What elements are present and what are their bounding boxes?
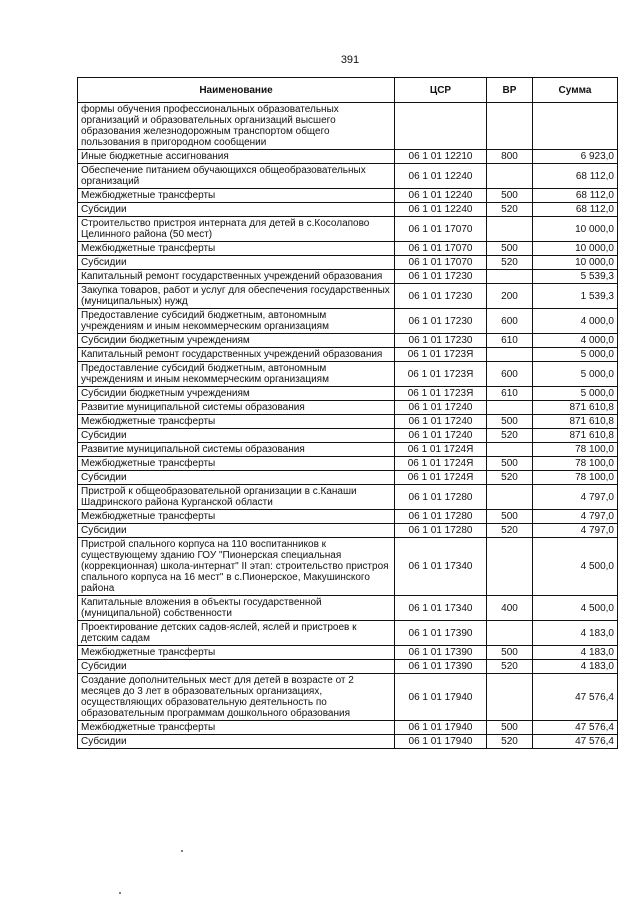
row-csr-cell: 06 1 01 17340 xyxy=(395,538,487,596)
row-vr-cell: 610 xyxy=(487,334,533,348)
row-csr-cell: 06 1 01 17940 xyxy=(395,735,487,749)
row-csr-cell: 06 1 01 17240 xyxy=(395,401,487,415)
row-csr-cell: 06 1 01 12240 xyxy=(395,164,487,189)
row-sum-cell: 68 112,0 xyxy=(533,164,618,189)
row-sum-cell: 5 000,0 xyxy=(533,362,618,387)
row-vr-cell xyxy=(487,443,533,457)
row-name-cell: Создание дополнительных мест для детей в возрасте от 2 месяцев до 3 лет в образовательных организациях, осуществляющих образовательную деятельность по образовательным программам дошкольного образования xyxy=(78,674,395,721)
row-sum-cell: 68 112,0 xyxy=(533,189,618,203)
header-sum: Сумма xyxy=(533,78,618,103)
row-sum-cell xyxy=(533,103,618,150)
row-vr-cell: 610 xyxy=(487,387,533,401)
table-body xyxy=(78,103,618,749)
row-vr-cell xyxy=(487,674,533,721)
row-name-cell: Развитие муниципальной системы образования xyxy=(78,443,395,457)
row-name-cell: Проектирование детских садов-яслей, яслей и пристроев к детским садам xyxy=(78,621,395,646)
row-sum-cell: 4 000,0 xyxy=(533,334,618,348)
row-vr-cell xyxy=(487,270,533,284)
row-sum-cell: 5 000,0 xyxy=(533,348,618,362)
row-vr-cell: 520 xyxy=(487,660,533,674)
table-row xyxy=(78,242,618,256)
row-csr-cell: 06 1 01 17340 xyxy=(395,596,487,621)
table-row xyxy=(78,309,618,334)
row-csr-cell: 06 1 01 17390 xyxy=(395,621,487,646)
table-row xyxy=(78,735,618,749)
row-name-cell: Предоставление субсидий бюджетным, автономным учреждениям и иным некоммерческим организациям xyxy=(78,309,395,334)
row-vr-cell xyxy=(487,538,533,596)
table-row xyxy=(78,334,618,348)
row-vr-cell: 600 xyxy=(487,309,533,334)
row-sum-cell: 78 100,0 xyxy=(533,457,618,471)
table-row xyxy=(78,270,618,284)
row-csr-cell: 06 1 01 17070 xyxy=(395,217,487,242)
row-name-cell: Субсидии бюджетным учреждениям xyxy=(78,334,395,348)
row-name-cell: Строительство пристроя интерната для детей в с.Косолапово Целинного района (50 мест) xyxy=(78,217,395,242)
row-csr-cell: 06 1 01 12240 xyxy=(395,203,487,217)
table-row xyxy=(78,443,618,457)
header-csr: ЦСР xyxy=(395,78,487,103)
row-csr-cell: 06 1 01 17230 xyxy=(395,309,487,334)
row-sum-cell: 47 576,4 xyxy=(533,721,618,735)
table-row xyxy=(78,362,618,387)
row-csr-cell: 06 1 01 17280 xyxy=(395,524,487,538)
row-sum-cell: 78 100,0 xyxy=(533,471,618,485)
row-vr-cell: 500 xyxy=(487,242,533,256)
row-csr-cell: 06 1 01 17070 xyxy=(395,256,487,270)
row-csr-cell: 06 1 01 17390 xyxy=(395,646,487,660)
table-row xyxy=(78,646,618,660)
table-row xyxy=(78,164,618,189)
header-name: Наименование xyxy=(78,78,395,103)
table-row xyxy=(78,524,618,538)
row-sum-cell: 4 183,0 xyxy=(533,646,618,660)
row-sum-cell: 47 576,4 xyxy=(533,735,618,749)
table-row xyxy=(78,203,618,217)
row-sum-cell: 4 183,0 xyxy=(533,621,618,646)
row-vr-cell: 500 xyxy=(487,510,533,524)
row-name-cell: Субсидии xyxy=(78,660,395,674)
row-csr-cell: 06 1 01 17240 xyxy=(395,415,487,429)
row-csr-cell: 06 1 01 17280 xyxy=(395,510,487,524)
table-row xyxy=(78,429,618,443)
row-name-cell: Закупка товаров, работ и услуг для обеспечения государственных (муниципальных) нужд xyxy=(78,284,395,309)
row-csr-cell: 06 1 01 17940 xyxy=(395,674,487,721)
table-row xyxy=(78,415,618,429)
table-row xyxy=(78,660,618,674)
table-row xyxy=(78,284,618,309)
row-vr-cell xyxy=(487,103,533,150)
row-name-cell: Развитие муниципальной системы образования xyxy=(78,401,395,415)
row-csr-cell: 06 1 01 1723Я xyxy=(395,362,487,387)
row-name-cell: Субсидии xyxy=(78,429,395,443)
row-name-cell: Предоставление субсидий бюджетным, автономным учреждениям и иным некоммерческим организациям xyxy=(78,362,395,387)
table-row xyxy=(78,189,618,203)
row-csr-cell: 06 1 01 17230 xyxy=(395,284,487,309)
row-sum-cell: 871 610,8 xyxy=(533,401,618,415)
header-vr: ВР xyxy=(487,78,533,103)
row-csr-cell: 06 1 01 17240 xyxy=(395,429,487,443)
row-csr-cell: 06 1 01 17070 xyxy=(395,242,487,256)
row-vr-cell: 520 xyxy=(487,735,533,749)
page-number: 391 xyxy=(340,54,360,66)
table-row xyxy=(78,401,618,415)
row-name-cell: Пристрой к общеобразовательной организации в с.Канаши Шадринского района Курганской области xyxy=(78,485,395,510)
row-sum-cell: 4 500,0 xyxy=(533,596,618,621)
row-vr-cell xyxy=(487,621,533,646)
row-name-cell: Межбюджетные трансферты xyxy=(78,646,395,660)
row-sum-cell: 10 000,0 xyxy=(533,217,618,242)
row-csr-cell: 06 1 01 17390 xyxy=(395,660,487,674)
row-vr-cell: 600 xyxy=(487,362,533,387)
row-csr-cell: 06 1 01 17230 xyxy=(395,334,487,348)
row-vr-cell: 200 xyxy=(487,284,533,309)
table-row xyxy=(78,387,618,401)
row-vr-cell: 500 xyxy=(487,721,533,735)
row-sum-cell: 4 183,0 xyxy=(533,660,618,674)
row-vr-cell: 500 xyxy=(487,189,533,203)
row-name-cell: Межбюджетные трансферты xyxy=(78,415,395,429)
row-sum-cell: 10 000,0 xyxy=(533,256,618,270)
row-vr-cell: 500 xyxy=(487,646,533,660)
row-csr-cell: 06 1 01 1723Я xyxy=(395,387,487,401)
row-name-cell: формы обучения профессиональных образовательных организаций и образовательных организаций высшего образования железнодорожным транспортом общего пользования в пригородном сообщении xyxy=(78,103,395,150)
row-vr-cell xyxy=(487,401,533,415)
budget-table xyxy=(77,77,618,749)
row-csr-cell: 06 1 01 12210 xyxy=(395,150,487,164)
row-vr-cell: 520 xyxy=(487,471,533,485)
row-sum-cell: 4 797,0 xyxy=(533,524,618,538)
row-vr-cell: 520 xyxy=(487,524,533,538)
row-vr-cell xyxy=(487,164,533,189)
row-vr-cell: 520 xyxy=(487,429,533,443)
table-row xyxy=(78,621,618,646)
row-sum-cell: 871 610,8 xyxy=(533,429,618,443)
row-sum-cell: 4 000,0 xyxy=(533,309,618,334)
scan-speck xyxy=(181,850,183,852)
table-row xyxy=(78,217,618,242)
row-name-cell: Пристрой спального корпуса на 110 воспитанников к существующему зданию ГОУ "Пионерская специальная (коррекционная) школа-интернат" II этап: строительство пристроя спального корпуса на 16 мест" в с.Пионерское, Макушинского района xyxy=(78,538,395,596)
row-sum-cell: 1 539,3 xyxy=(533,284,618,309)
row-csr-cell: 06 1 01 17230 xyxy=(395,270,487,284)
row-csr-cell: 06 1 01 17280 xyxy=(395,485,487,510)
row-name-cell: Капитальный ремонт государственных учреждений образования xyxy=(78,348,395,362)
row-name-cell: Субсидии xyxy=(78,203,395,217)
row-csr-cell: 06 1 01 1723Я xyxy=(395,348,487,362)
scan-speck xyxy=(119,892,121,894)
table-row xyxy=(78,674,618,721)
table-row xyxy=(78,485,618,510)
row-csr-cell: 06 1 01 17940 xyxy=(395,721,487,735)
table-row xyxy=(78,510,618,524)
table-row xyxy=(78,150,618,164)
row-vr-cell xyxy=(487,485,533,510)
row-csr-cell: 06 1 01 1724Я xyxy=(395,443,487,457)
row-csr-cell: 06 1 01 1724Я xyxy=(395,457,487,471)
row-name-cell: Капитальный ремонт государственных учреждений образования xyxy=(78,270,395,284)
table-row xyxy=(78,103,618,150)
table-row xyxy=(78,457,618,471)
row-csr-cell: 06 1 01 12240 xyxy=(395,189,487,203)
table-row xyxy=(78,721,618,735)
row-name-cell: Субсидии xyxy=(78,471,395,485)
row-sum-cell: 4 500,0 xyxy=(533,538,618,596)
row-name-cell: Субсидии xyxy=(78,524,395,538)
row-vr-cell xyxy=(487,217,533,242)
row-sum-cell: 4 797,0 xyxy=(533,485,618,510)
table-row xyxy=(78,256,618,270)
row-sum-cell: 5 000,0 xyxy=(533,387,618,401)
row-sum-cell: 78 100,0 xyxy=(533,443,618,457)
row-vr-cell xyxy=(487,348,533,362)
table-header-row xyxy=(78,78,618,103)
row-sum-cell: 47 576,4 xyxy=(533,674,618,721)
table-row xyxy=(78,471,618,485)
row-vr-cell: 400 xyxy=(487,596,533,621)
row-sum-cell: 871 610,8 xyxy=(533,415,618,429)
row-name-cell: Обеспечение питанием обучающихся общеобразовательных организаций xyxy=(78,164,395,189)
row-name-cell: Межбюджетные трансферты xyxy=(78,189,395,203)
table-row xyxy=(78,348,618,362)
row-name-cell: Иные бюджетные ассигнования xyxy=(78,150,395,164)
table-row xyxy=(78,596,618,621)
row-vr-cell: 520 xyxy=(487,256,533,270)
row-vr-cell: 500 xyxy=(487,415,533,429)
row-sum-cell: 68 112,0 xyxy=(533,203,618,217)
row-name-cell: Межбюджетные трансферты xyxy=(78,510,395,524)
row-name-cell: Субсидии xyxy=(78,256,395,270)
row-vr-cell: 520 xyxy=(487,203,533,217)
row-vr-cell: 800 xyxy=(487,150,533,164)
row-name-cell: Межбюджетные трансферты xyxy=(78,457,395,471)
row-csr-cell: 06 1 01 1724Я xyxy=(395,471,487,485)
row-csr-cell xyxy=(395,103,487,150)
row-sum-cell: 4 797,0 xyxy=(533,510,618,524)
row-sum-cell: 5 539,3 xyxy=(533,270,618,284)
table-row xyxy=(78,538,618,596)
row-name-cell: Межбюджетные трансферты xyxy=(78,242,395,256)
row-name-cell: Межбюджетные трансферты xyxy=(78,721,395,735)
row-vr-cell: 500 xyxy=(487,457,533,471)
row-sum-cell: 10 000,0 xyxy=(533,242,618,256)
row-name-cell: Капитальные вложения в объекты государственной (муниципальной) собственности xyxy=(78,596,395,621)
row-name-cell: Субсидии xyxy=(78,735,395,749)
row-sum-cell: 6 923,0 xyxy=(533,150,618,164)
row-name-cell: Субсидии бюджетным учреждениям xyxy=(78,387,395,401)
